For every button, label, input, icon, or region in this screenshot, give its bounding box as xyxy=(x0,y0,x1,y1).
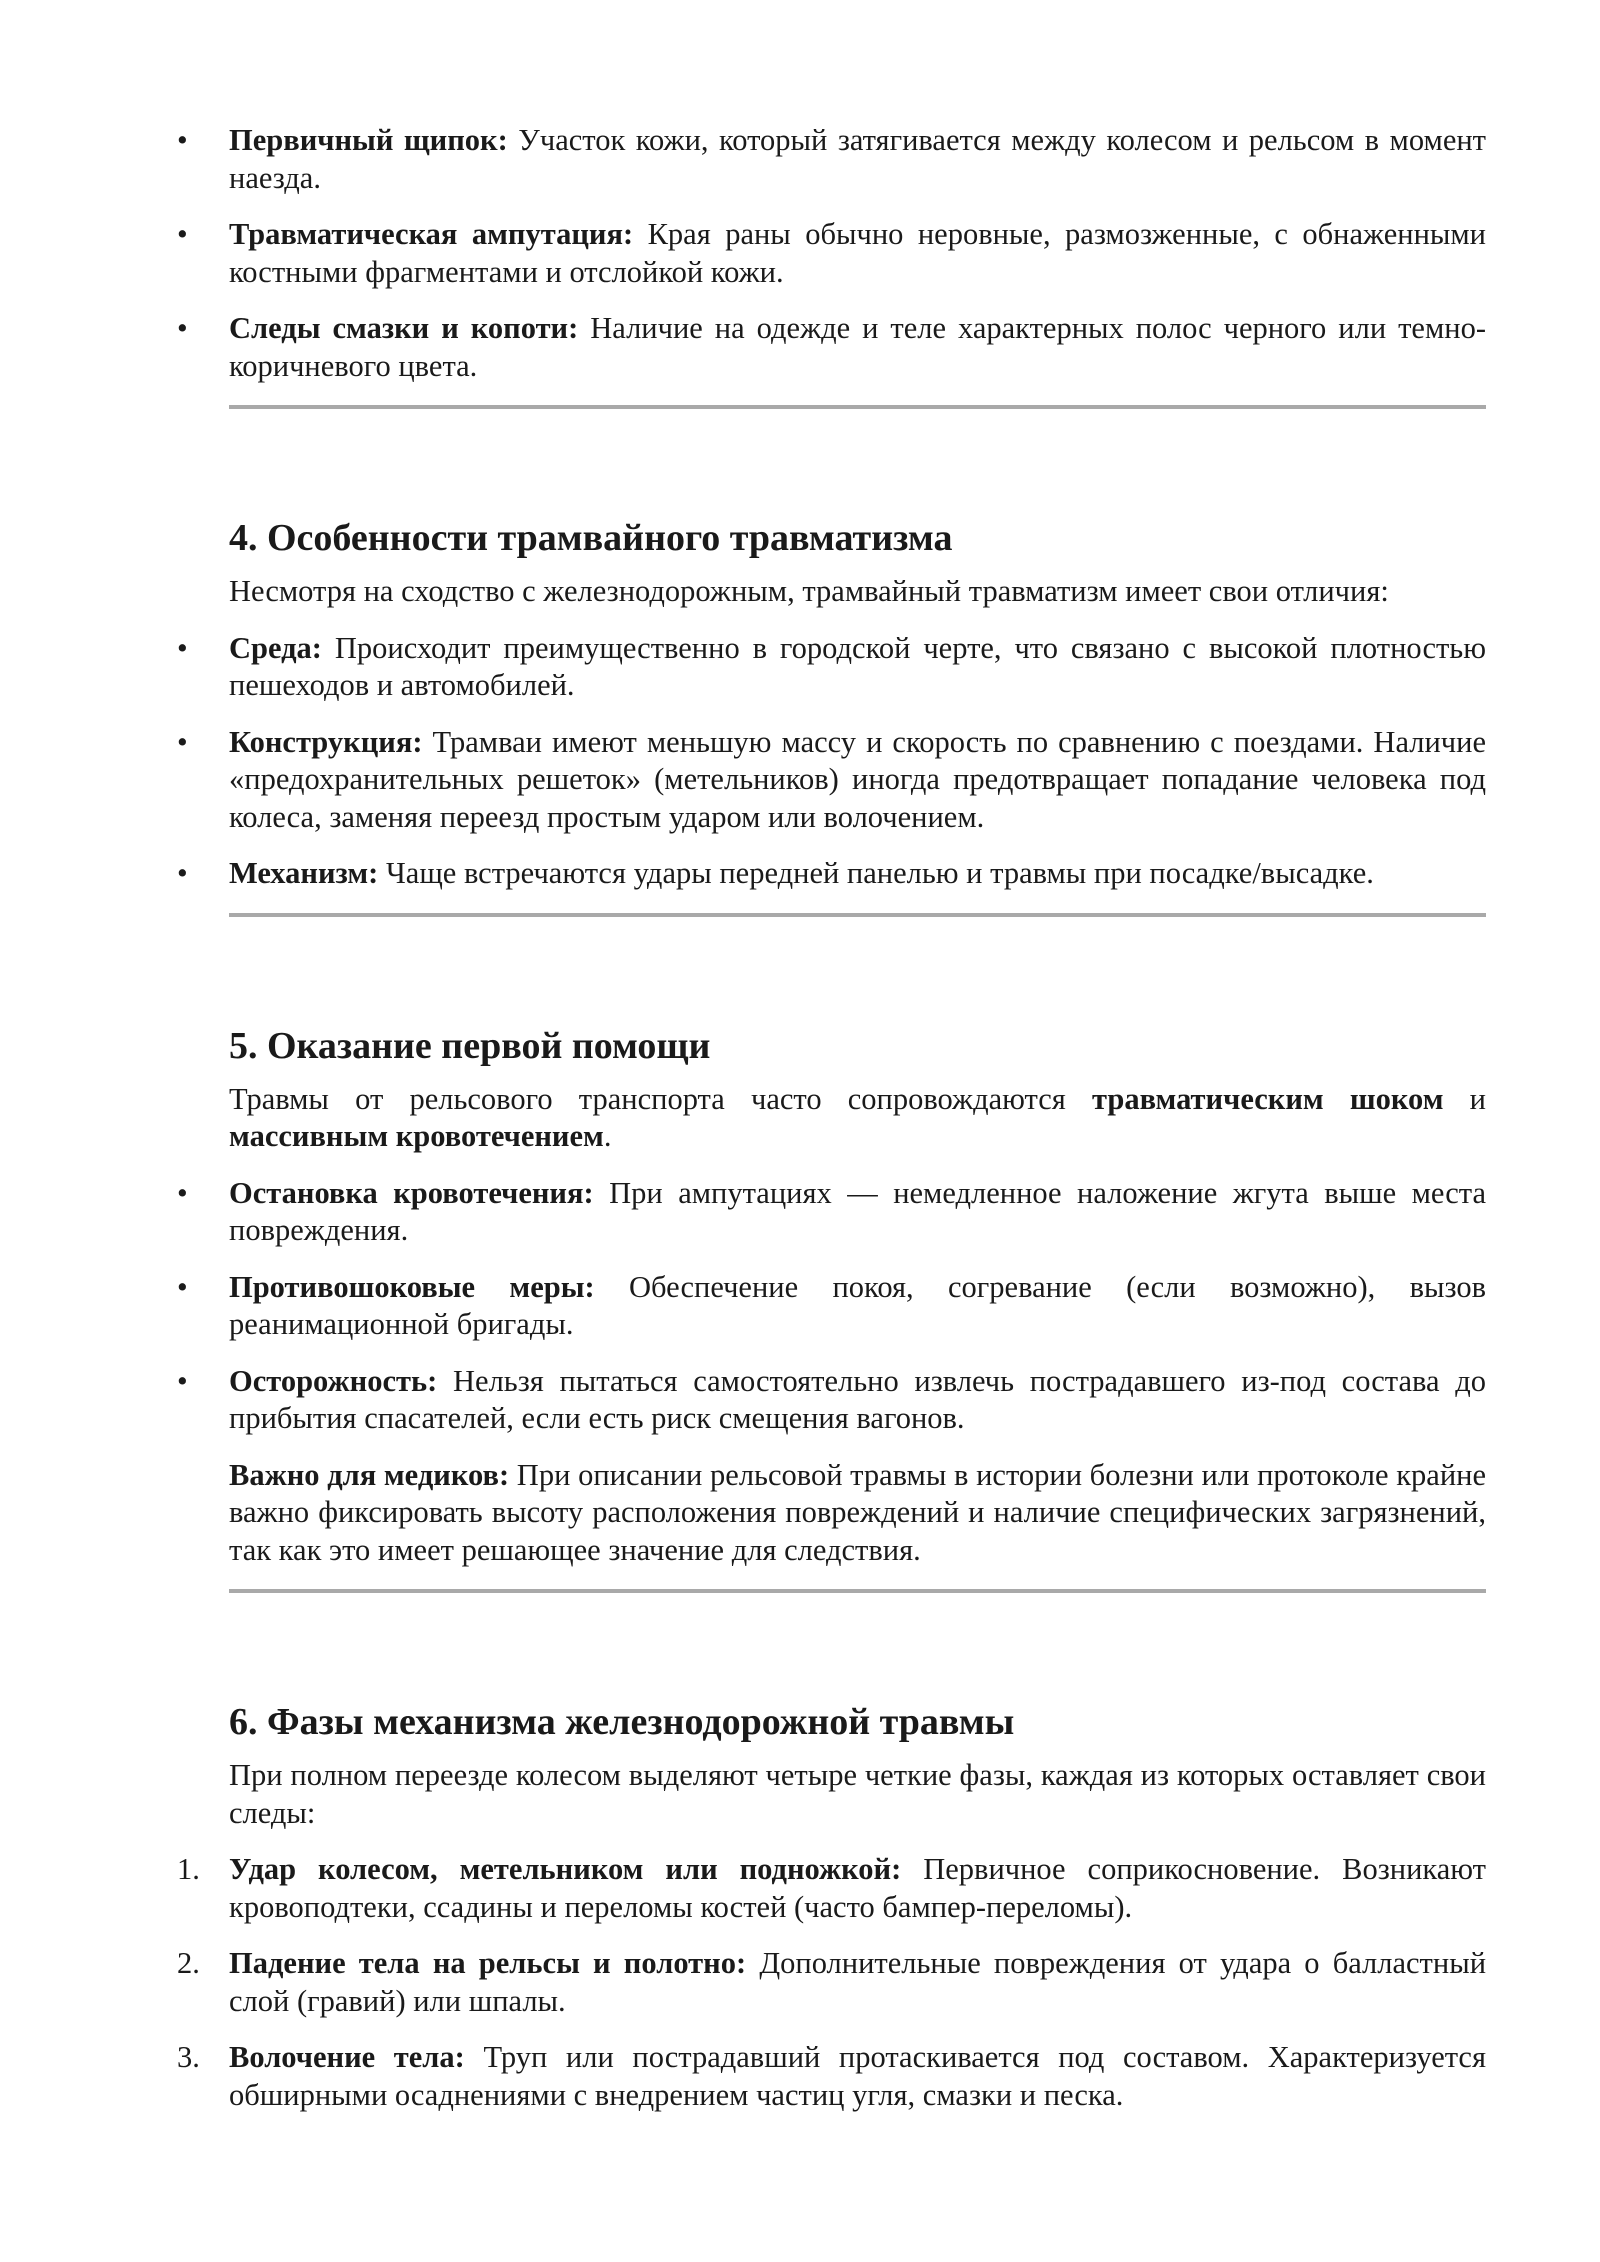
bullet-icon: • xyxy=(177,217,188,251)
bullet-icon: • xyxy=(177,1269,188,1304)
intro-text: . xyxy=(603,1119,612,1153)
intro-emphasis: травматическим шоком xyxy=(1092,1081,1444,1116)
list-item xyxy=(177,724,1487,837)
section-divider xyxy=(229,1589,1486,1593)
list-item-term: Удар колесом, метельником или подножкой: xyxy=(229,1852,902,1886)
bullet-icon: • xyxy=(177,123,188,157)
numbered-list xyxy=(177,1851,1487,2114)
list-item xyxy=(177,855,1486,893)
list-item-term: Первичный щипок: xyxy=(229,123,508,157)
list-item-term: Падение тела на рельсы и полотно: xyxy=(229,1946,747,1980)
list-item-term: Волочение тела: xyxy=(229,2040,465,2074)
intro-text: Травмы от рельсового транспорта часто сопровождаются xyxy=(229,1081,1066,1116)
bullet-icon: • xyxy=(177,724,188,759)
list-item xyxy=(177,1851,1486,1926)
section-heading: 4. Особенности трамвайного травматизма xyxy=(229,517,953,559)
intro-text: и xyxy=(1469,1081,1486,1116)
list-item-term: Остановка кровотечения: xyxy=(229,1175,594,1210)
list-item-term: Травматическая ампутация: xyxy=(229,217,634,251)
list-item xyxy=(177,1269,1487,1344)
list-item-term: Среда: xyxy=(229,630,322,665)
bullet-icon: • xyxy=(177,1175,188,1210)
list-number: 2. xyxy=(177,1946,200,1980)
note-term: Важно для медиков: xyxy=(229,1457,510,1492)
bullet-list-intro xyxy=(177,122,1487,385)
list-item-text: Нельзя пытаться самостоятельно извлечь пострадавшего из-под состава до прибытия спасателей, если есть риск смещения вагонов. xyxy=(229,1363,1486,1435)
list-item xyxy=(177,122,1487,197)
list-number: 1. xyxy=(177,1852,200,1886)
list-item-text: Участок кожи, который затягивается между колесом и рельсом в момент наезда. xyxy=(229,123,1487,195)
list-item-text: Первичное соприкосновение. Возникают кровоподтеки, ссадины и переломы костей (часто бампер-переломы). xyxy=(229,1852,1486,1924)
list-item-text: Происходит преимущественно в городской черте, что связано с высокой плотностью пешеходов и автомобилей. xyxy=(229,630,1487,702)
note-text: При описании рельсовой травмы в истории болезни или протоколе крайне важно фиксировать высоту расположения повреждений и наличие специфических загрязнений, так как это имеет решающее значение для следствия. xyxy=(229,1457,1487,1567)
section-divider xyxy=(229,405,1486,409)
list-item xyxy=(177,1175,1487,1250)
section-intro: Несмотря на сходство с железнодорожным, трамвайный травматизм имеет свои отличия: xyxy=(229,574,1389,608)
bullet-list xyxy=(177,1175,1487,1438)
list-item-text: Труп или пострадавший протаскивается под составом. Характеризуется обширными осаднениями с внедрением частиц угля, смазки и песка. xyxy=(229,2040,1486,2112)
list-item xyxy=(177,1363,1486,1438)
list-item xyxy=(177,2039,1486,2114)
bullet-list xyxy=(177,630,1487,893)
list-item xyxy=(177,630,1487,705)
list-item-term: Механизм: xyxy=(229,856,379,890)
list-item-text: Трамваи имеют меньшую массу и скорость по сравнению с поездами. Наличие «предохранительных решеток» (метельников) иногда предотвращает попадание человека под колеса, заменяя переезд простым ударом или волочением. xyxy=(229,724,1487,834)
section-6 xyxy=(177,1699,1487,2114)
intro-emphasis: массивным кровотечением xyxy=(229,1119,604,1153)
list-item xyxy=(177,1945,1487,2020)
note-paragraph xyxy=(229,1457,1486,1570)
list-item-term: Противошоковые меры: xyxy=(229,1269,595,1304)
bullet-icon: • xyxy=(177,630,188,665)
bullet-icon: • xyxy=(177,311,188,345)
section-4 xyxy=(177,515,1487,917)
list-item-text: Чаще встречаются удары передней панелью и травмы при посадке/высадке. xyxy=(385,856,1374,890)
list-item xyxy=(177,310,1486,385)
list-item-text: Дополнительные повреждения от удара о балластный слой (гравий) или шпалы. xyxy=(229,1946,1487,2018)
list-item-text: Наличие на одежде и теле характерных полос черного или темно-коричневого цвета. xyxy=(229,311,1486,383)
list-item-term: Конструкция: xyxy=(229,724,423,759)
bullet-icon: • xyxy=(177,1363,188,1398)
section-heading: 5. Оказание первой помощи xyxy=(229,1024,711,1067)
bullet-icon: • xyxy=(177,856,188,890)
list-item-text: Обеспечение покоя, согревание (если возможно), вызов реанимационной бригады. xyxy=(229,1269,1487,1341)
section-5 xyxy=(177,1023,1487,1594)
section-divider xyxy=(229,913,1486,917)
list-item-term: Следы смазки и копоти: xyxy=(229,311,579,345)
section-heading: 6. Фазы механизма железнодорожной травмы xyxy=(229,1701,1015,1743)
list-item-text: При ампутациях — немедленное наложение жгута выше места повреждения. xyxy=(229,1175,1487,1247)
list-item xyxy=(177,216,1487,291)
section-intro xyxy=(229,1081,1486,1156)
list-item-text: Края раны обычно неровные, размозженные, с обнаженными костными фрагментами и отслойкой кожи. xyxy=(229,217,1487,289)
list-number: 3. xyxy=(177,2040,200,2074)
document-content xyxy=(177,122,1487,2114)
list-item-term: Осторожность: xyxy=(229,1363,438,1398)
section-intro: При полном переезде колесом выделяют четыре четкие фазы, каждая из которых оставляет свои следы: xyxy=(229,1758,1486,1830)
